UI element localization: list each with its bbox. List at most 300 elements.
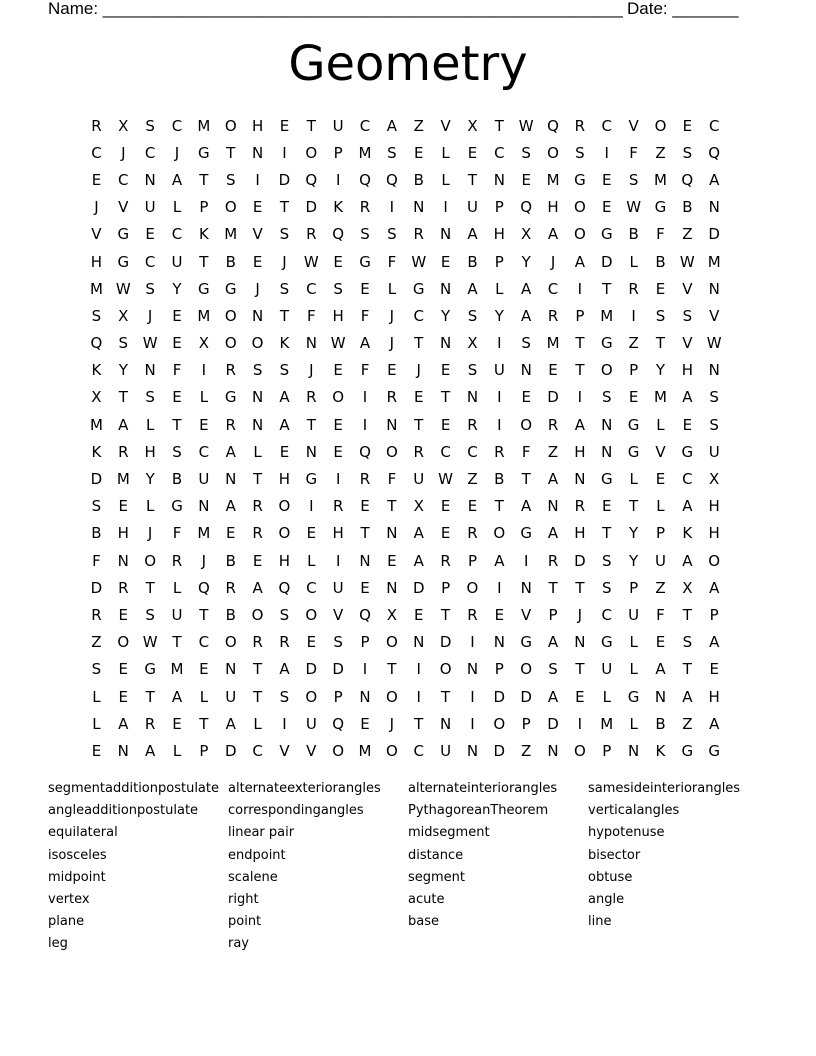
grid-cell[interactable]: G bbox=[708, 741, 720, 760]
grid-cell[interactable]: C bbox=[91, 143, 102, 162]
grid-cell[interactable]: T bbox=[575, 334, 585, 353]
grid-cell[interactable]: G bbox=[600, 633, 613, 652]
grid-cell[interactable]: O bbox=[547, 143, 559, 162]
grid-cell[interactable]: C bbox=[306, 279, 317, 298]
grid-cell[interactable]: E bbox=[279, 442, 290, 461]
grid-cell[interactable]: T bbox=[414, 415, 424, 434]
grid-cell[interactable]: M bbox=[358, 741, 372, 760]
grid-cell[interactable]: W bbox=[115, 279, 131, 298]
grid-cell[interactable]: D bbox=[90, 578, 103, 597]
grid-cell[interactable]: D bbox=[708, 225, 720, 244]
grid-cell[interactable]: R bbox=[225, 415, 236, 434]
grid-cell[interactable]: I bbox=[282, 714, 287, 733]
grid-cell[interactable]: C bbox=[413, 741, 424, 760]
grid-cell[interactable]: H bbox=[251, 116, 264, 135]
grid-cell[interactable]: T bbox=[682, 660, 692, 679]
grid-cell[interactable]: A bbox=[118, 714, 129, 733]
grid-cell[interactable]: K bbox=[655, 741, 666, 760]
grid-cell[interactable]: R bbox=[225, 578, 236, 597]
grid-cell[interactable]: P bbox=[629, 361, 639, 380]
grid-cell[interactable]: G bbox=[144, 660, 156, 679]
grid-cell[interactable]: L bbox=[145, 497, 155, 516]
grid-cell[interactable]: S bbox=[279, 605, 290, 624]
grid-cell[interactable]: E bbox=[306, 633, 317, 652]
grid-cell[interactable]: U bbox=[332, 116, 344, 135]
grid-cell[interactable]: C bbox=[144, 252, 156, 271]
name-field[interactable]: Name: _______________________________________________________ bbox=[48, 0, 623, 18]
grid-cell[interactable]: Q bbox=[332, 225, 345, 244]
grid-cell[interactable]: G bbox=[412, 279, 425, 298]
grid-cell[interactable]: V bbox=[252, 225, 263, 244]
grid-cell[interactable]: T bbox=[253, 687, 263, 706]
grid-cell[interactable]: J bbox=[550, 252, 556, 271]
grid-cell[interactable]: S bbox=[601, 578, 612, 597]
grid-cell[interactable]: S bbox=[682, 306, 693, 325]
grid-cell[interactable]: B bbox=[655, 252, 666, 271]
grid-cell[interactable]: T bbox=[199, 170, 209, 189]
grid-cell[interactable]: N bbox=[144, 170, 156, 189]
grid-cell[interactable]: Z bbox=[655, 143, 666, 162]
grid-cell[interactable]: B bbox=[628, 225, 639, 244]
grid-cell[interactable]: N bbox=[439, 714, 452, 733]
grid-cell[interactable]: T bbox=[414, 714, 424, 733]
grid-cell[interactable]: O bbox=[654, 116, 667, 135]
grid-cell[interactable]: I bbox=[497, 334, 502, 353]
grid-cell[interactable]: K bbox=[682, 524, 693, 543]
grid-cell[interactable]: L bbox=[172, 578, 182, 597]
grid-cell[interactable]: S bbox=[387, 225, 397, 244]
grid-cell[interactable]: I bbox=[497, 578, 502, 597]
grid-cell[interactable]: K bbox=[333, 198, 344, 217]
grid-cell[interactable]: X bbox=[467, 116, 478, 135]
grid-cell[interactable]: E bbox=[628, 388, 639, 407]
grid-cell[interactable]: I bbox=[282, 143, 287, 162]
grid-cell[interactable]: A bbox=[225, 497, 236, 516]
grid-cell[interactable]: A bbox=[252, 578, 263, 597]
grid-cell[interactable]: U bbox=[171, 252, 183, 271]
grid-cell[interactable]: E bbox=[172, 306, 182, 325]
grid-cell[interactable]: C bbox=[306, 578, 317, 597]
grid-cell[interactable]: S bbox=[145, 116, 155, 135]
grid-cell[interactable]: M bbox=[89, 415, 103, 434]
grid-cell[interactable]: X bbox=[709, 470, 720, 489]
grid-cell[interactable]: H bbox=[708, 497, 720, 516]
grid-cell[interactable]: G bbox=[198, 279, 210, 298]
grid-cell[interactable]: K bbox=[91, 442, 102, 461]
grid-cell[interactable]: M bbox=[197, 116, 211, 135]
grid-cell[interactable]: Y bbox=[118, 361, 128, 380]
grid-cell[interactable]: L bbox=[253, 442, 262, 461]
grid-cell[interactable]: W bbox=[330, 334, 346, 353]
grid-cell[interactable]: J bbox=[94, 198, 99, 217]
grid-cell[interactable]: V bbox=[682, 334, 693, 353]
grid-cell[interactable]: T bbox=[655, 334, 666, 353]
grid-cell[interactable]: B bbox=[91, 524, 102, 543]
grid-cell[interactable]: I bbox=[416, 687, 421, 706]
grid-cell[interactable]: E bbox=[172, 714, 182, 733]
grid-cell[interactable]: T bbox=[602, 524, 612, 543]
grid-cell[interactable]: W bbox=[142, 633, 158, 652]
grid-cell[interactable]: E bbox=[655, 279, 666, 298]
grid-cell[interactable]: S bbox=[91, 306, 102, 325]
grid-cell[interactable]: H bbox=[332, 306, 344, 325]
grid-cell[interactable]: S bbox=[575, 143, 585, 162]
grid-cell[interactable]: S bbox=[548, 660, 558, 679]
grid-cell[interactable]: M bbox=[654, 170, 667, 189]
grid-cell[interactable]: A bbox=[279, 660, 290, 679]
grid-cell[interactable]: I bbox=[362, 415, 368, 434]
grid-cell[interactable]: O bbox=[305, 143, 318, 162]
grid-cell[interactable]: G bbox=[627, 415, 640, 434]
grid-cell[interactable]: Q bbox=[681, 170, 694, 189]
grid-cell[interactable]: S bbox=[279, 687, 290, 706]
grid-cell[interactable]: D bbox=[412, 578, 425, 597]
grid-cell[interactable]: B bbox=[171, 470, 183, 489]
grid-cell[interactable]: N bbox=[225, 470, 237, 489]
grid-cell[interactable]: F bbox=[629, 143, 638, 162]
grid-cell[interactable]: E bbox=[414, 605, 424, 624]
grid-cell[interactable]: N bbox=[466, 741, 479, 760]
grid-cell[interactable]: P bbox=[494, 198, 504, 217]
grid-cell[interactable]: A bbox=[709, 578, 720, 597]
grid-cell[interactable]: A bbox=[521, 306, 532, 325]
grid-cell[interactable]: N bbox=[439, 279, 452, 298]
grid-cell[interactable]: C bbox=[144, 143, 156, 162]
grid-cell[interactable]: S bbox=[91, 497, 102, 516]
grid-cell[interactable]: P bbox=[602, 741, 612, 760]
grid-cell[interactable]: N bbox=[601, 415, 613, 434]
grid-cell[interactable]: W bbox=[438, 470, 454, 489]
grid-cell[interactable]: L bbox=[441, 143, 450, 162]
grid-cell[interactable]: N bbox=[386, 524, 398, 543]
grid-cell[interactable]: G bbox=[520, 633, 532, 652]
grid-cell[interactable]: B bbox=[655, 714, 666, 733]
grid-cell[interactable]: C bbox=[359, 116, 371, 135]
grid-cell[interactable]: A bbox=[225, 442, 236, 461]
grid-cell[interactable]: C bbox=[198, 442, 210, 461]
grid-cell[interactable]: L bbox=[656, 497, 665, 516]
grid-cell[interactable]: T bbox=[279, 306, 290, 325]
grid-cell[interactable]: J bbox=[416, 361, 421, 380]
grid-cell[interactable]: O bbox=[708, 551, 721, 570]
grid-cell[interactable]: E bbox=[118, 605, 129, 624]
grid-cell[interactable]: G bbox=[627, 442, 640, 461]
grid-cell[interactable]: I bbox=[443, 198, 448, 217]
grid-cell[interactable]: B bbox=[225, 551, 236, 570]
grid-cell[interactable]: V bbox=[279, 741, 290, 760]
grid-cell[interactable]: A bbox=[494, 551, 505, 570]
grid-cell[interactable]: E bbox=[467, 497, 478, 516]
grid-cell[interactable]: A bbox=[467, 225, 478, 244]
grid-cell[interactable]: V bbox=[91, 225, 102, 244]
grid-cell[interactable]: S bbox=[145, 605, 155, 624]
grid-cell[interactable]: E bbox=[414, 388, 424, 407]
grid-cell[interactable]: E bbox=[521, 170, 531, 189]
grid-cell[interactable]: U bbox=[305, 714, 317, 733]
grid-cell[interactable]: K bbox=[198, 225, 209, 244]
grid-cell[interactable]: D bbox=[305, 660, 318, 679]
grid-cell[interactable]: P bbox=[575, 306, 585, 325]
grid-cell[interactable]: H bbox=[574, 442, 586, 461]
grid-cell[interactable]: B bbox=[225, 252, 236, 271]
grid-cell[interactable]: S bbox=[91, 660, 102, 679]
grid-cell[interactable]: G bbox=[600, 470, 613, 489]
grid-cell[interactable]: I bbox=[470, 633, 475, 652]
grid-cell[interactable]: T bbox=[306, 415, 316, 434]
grid-cell[interactable]: D bbox=[547, 714, 559, 733]
grid-cell[interactable]: V bbox=[333, 605, 344, 624]
grid-cell[interactable]: N bbox=[628, 741, 640, 760]
grid-cell[interactable]: T bbox=[199, 252, 209, 271]
grid-cell[interactable]: O bbox=[385, 741, 398, 760]
grid-cell[interactable]: C bbox=[708, 116, 720, 135]
grid-cell[interactable]: D bbox=[520, 687, 532, 706]
grid-cell[interactable]: O bbox=[224, 198, 237, 217]
grid-cell[interactable]: Y bbox=[629, 551, 639, 570]
grid-cell[interactable]: T bbox=[118, 388, 128, 407]
grid-cell[interactable]: S bbox=[682, 143, 693, 162]
grid-cell[interactable]: F bbox=[387, 470, 397, 489]
grid-cell[interactable]: G bbox=[224, 279, 237, 298]
grid-cell[interactable]: S bbox=[118, 334, 129, 353]
grid-cell[interactable]: L bbox=[172, 198, 182, 217]
grid-cell[interactable]: T bbox=[441, 388, 451, 407]
grid-cell[interactable]: R bbox=[144, 714, 156, 733]
grid-cell[interactable]: M bbox=[116, 470, 130, 489]
grid-cell[interactable]: A bbox=[171, 687, 183, 706]
grid-cell[interactable]: R bbox=[574, 116, 586, 135]
grid-cell[interactable]: E bbox=[252, 198, 263, 217]
grid-cell[interactable]: R bbox=[547, 306, 559, 325]
grid-cell[interactable]: U bbox=[493, 361, 505, 380]
grid-cell[interactable]: D bbox=[493, 741, 506, 760]
grid-cell[interactable]: M bbox=[600, 306, 614, 325]
grid-cell[interactable]: V bbox=[682, 279, 693, 298]
grid-cell[interactable]: L bbox=[172, 741, 182, 760]
grid-cell[interactable]: D bbox=[278, 170, 291, 189]
grid-cell[interactable]: Y bbox=[172, 279, 182, 298]
grid-cell[interactable]: T bbox=[682, 605, 692, 624]
grid-cell[interactable]: R bbox=[547, 415, 559, 434]
grid-cell[interactable]: N bbox=[251, 415, 264, 434]
grid-cell[interactable]: E bbox=[91, 741, 102, 760]
grid-cell[interactable]: N bbox=[413, 198, 425, 217]
grid-cell[interactable]: V bbox=[655, 442, 666, 461]
grid-cell[interactable]: X bbox=[413, 497, 424, 516]
grid-cell[interactable]: S bbox=[225, 170, 236, 189]
grid-cell[interactable]: G bbox=[117, 252, 130, 271]
grid-cell[interactable]: N bbox=[466, 388, 479, 407]
grid-cell[interactable]: I bbox=[255, 170, 260, 189]
grid-cell[interactable]: O bbox=[224, 116, 237, 135]
grid-cell[interactable]: W bbox=[518, 116, 534, 135]
grid-cell[interactable]: C bbox=[198, 633, 210, 652]
grid-cell[interactable]: E bbox=[440, 524, 451, 543]
grid-cell[interactable]: N bbox=[520, 578, 532, 597]
grid-cell[interactable]: P bbox=[548, 605, 558, 624]
grid-cell[interactable]: T bbox=[467, 170, 478, 189]
grid-cell[interactable]: J bbox=[282, 252, 287, 271]
grid-cell[interactable]: U bbox=[332, 578, 344, 597]
grid-cell[interactable]: E bbox=[360, 714, 370, 733]
grid-cell[interactable]: T bbox=[199, 605, 209, 624]
grid-cell[interactable]: L bbox=[629, 470, 638, 489]
grid-cell[interactable]: E bbox=[387, 361, 397, 380]
grid-cell[interactable]: E bbox=[709, 660, 719, 679]
grid-cell[interactable]: U bbox=[198, 470, 210, 489]
grid-cell[interactable]: A bbox=[118, 415, 129, 434]
grid-cell[interactable]: H bbox=[117, 524, 129, 543]
grid-cell[interactable]: R bbox=[413, 442, 424, 461]
grid-cell[interactable]: I bbox=[335, 170, 341, 189]
grid-cell[interactable]: A bbox=[145, 741, 156, 760]
grid-cell[interactable]: R bbox=[359, 470, 371, 489]
grid-cell[interactable]: U bbox=[708, 442, 720, 461]
grid-cell[interactable]: S bbox=[387, 143, 397, 162]
grid-cell[interactable]: B bbox=[413, 170, 424, 189]
grid-cell[interactable]: G bbox=[600, 225, 613, 244]
grid-cell[interactable]: O bbox=[117, 633, 130, 652]
grid-cell[interactable]: S bbox=[467, 361, 478, 380]
grid-cell[interactable]: O bbox=[224, 306, 237, 325]
grid-cell[interactable]: E bbox=[252, 252, 263, 271]
grid-cell[interactable]: G bbox=[359, 252, 371, 271]
grid-cell[interactable]: Y bbox=[494, 306, 504, 325]
grid-cell[interactable]: N bbox=[359, 687, 371, 706]
grid-cell[interactable]: Z bbox=[467, 470, 478, 489]
grid-cell[interactable]: S bbox=[709, 388, 719, 407]
grid-cell[interactable]: E bbox=[360, 279, 370, 298]
grid-cell[interactable]: P bbox=[494, 660, 504, 679]
grid-cell[interactable]: V bbox=[628, 116, 639, 135]
grid-cell[interactable]: H bbox=[708, 524, 720, 543]
grid-cell[interactable]: S bbox=[333, 633, 343, 652]
grid-cell[interactable]: L bbox=[656, 415, 665, 434]
grid-cell[interactable]: N bbox=[251, 306, 264, 325]
grid-cell[interactable]: T bbox=[575, 578, 585, 597]
grid-cell[interactable]: X bbox=[467, 334, 478, 353]
grid-cell[interactable]: A bbox=[359, 334, 371, 353]
grid-cell[interactable]: N bbox=[708, 198, 720, 217]
grid-cell[interactable]: J bbox=[389, 306, 395, 325]
grid-cell[interactable]: E bbox=[333, 442, 343, 461]
grid-cell[interactable]: C bbox=[494, 143, 505, 162]
grid-cell[interactable]: R bbox=[118, 578, 129, 597]
grid-cell[interactable]: Z bbox=[682, 225, 693, 244]
grid-cell[interactable]: G bbox=[600, 334, 613, 353]
grid-cell[interactable]: C bbox=[252, 741, 263, 760]
grid-cell[interactable]: I bbox=[577, 388, 583, 407]
grid-cell[interactable]: E bbox=[360, 497, 370, 516]
grid-cell[interactable]: H bbox=[90, 252, 103, 271]
grid-cell[interactable]: B bbox=[682, 198, 693, 217]
grid-cell[interactable]: M bbox=[89, 279, 103, 298]
grid-cell[interactable]: L bbox=[199, 388, 209, 407]
grid-cell[interactable]: O bbox=[439, 660, 452, 679]
grid-cell[interactable]: R bbox=[252, 633, 263, 652]
grid-cell[interactable]: E bbox=[333, 252, 343, 271]
grid-cell[interactable]: R bbox=[467, 524, 478, 543]
grid-cell[interactable]: R bbox=[547, 551, 559, 570]
grid-cell[interactable]: J bbox=[147, 524, 153, 543]
grid-cell[interactable]: R bbox=[91, 605, 102, 624]
grid-cell[interactable]: N bbox=[305, 334, 317, 353]
grid-cell[interactable]: N bbox=[708, 361, 720, 380]
letter-grid[interactable] bbox=[83, 112, 733, 765]
grid-cell[interactable]: O bbox=[224, 633, 237, 652]
grid-cell[interactable]: N bbox=[251, 143, 264, 162]
grid-cell[interactable]: I bbox=[523, 551, 529, 570]
grid-cell[interactable]: E bbox=[602, 497, 612, 516]
grid-cell[interactable]: C bbox=[171, 225, 183, 244]
grid-cell[interactable]: D bbox=[600, 252, 613, 271]
grid-cell[interactable]: W bbox=[626, 198, 642, 217]
grid-cell[interactable]: A bbox=[547, 225, 559, 244]
grid-cell[interactable]: T bbox=[441, 687, 451, 706]
grid-cell[interactable]: O bbox=[520, 415, 533, 434]
grid-cell[interactable]: T bbox=[575, 361, 585, 380]
grid-cell[interactable]: S bbox=[279, 361, 290, 380]
grid-cell[interactable]: T bbox=[548, 578, 558, 597]
grid-cell[interactable]: G bbox=[520, 524, 532, 543]
grid-cell[interactable]: I bbox=[631, 306, 636, 325]
grid-cell[interactable]: N bbox=[547, 497, 559, 516]
grid-cell[interactable]: Q bbox=[332, 714, 345, 733]
grid-cell[interactable]: E bbox=[252, 551, 263, 570]
grid-cell[interactable]: E bbox=[333, 415, 343, 434]
grid-cell[interactable]: X bbox=[682, 578, 693, 597]
grid-cell[interactable]: L bbox=[441, 170, 450, 189]
grid-cell[interactable]: U bbox=[601, 660, 613, 679]
grid-cell[interactable]: V bbox=[440, 116, 451, 135]
grid-cell[interactable]: A bbox=[682, 551, 693, 570]
grid-cell[interactable]: A bbox=[682, 687, 693, 706]
grid-cell[interactable]: S bbox=[172, 442, 182, 461]
grid-cell[interactable]: F bbox=[360, 306, 370, 325]
grid-cell[interactable]: O bbox=[466, 578, 479, 597]
grid-cell[interactable]: N bbox=[359, 551, 371, 570]
grid-cell[interactable]: A bbox=[709, 633, 720, 652]
grid-cell[interactable]: U bbox=[413, 470, 425, 489]
grid-cell[interactable]: O bbox=[251, 605, 264, 624]
grid-cell[interactable]: O bbox=[278, 497, 291, 516]
grid-cell[interactable]: S bbox=[279, 279, 290, 298]
grid-cell[interactable]: P bbox=[521, 714, 531, 733]
grid-cell[interactable]: R bbox=[467, 415, 478, 434]
grid-cell[interactable]: T bbox=[387, 497, 397, 516]
grid-cell[interactable]: R bbox=[494, 442, 505, 461]
grid-cell[interactable]: J bbox=[389, 714, 395, 733]
grid-cell[interactable]: H bbox=[574, 524, 586, 543]
grid-cell[interactable]: X bbox=[386, 605, 398, 624]
grid-cell[interactable]: S bbox=[145, 279, 155, 298]
grid-cell[interactable]: M bbox=[197, 524, 211, 543]
grid-cell[interactable]: O bbox=[144, 551, 157, 570]
grid-cell[interactable]: O bbox=[305, 687, 318, 706]
grid-cell[interactable]: U bbox=[466, 198, 478, 217]
grid-cell[interactable]: C bbox=[467, 442, 478, 461]
grid-cell[interactable]: C bbox=[440, 442, 451, 461]
grid-cell[interactable]: T bbox=[414, 334, 424, 353]
grid-cell[interactable]: N bbox=[466, 660, 479, 679]
grid-cell[interactable]: E bbox=[199, 415, 209, 434]
grid-cell[interactable]: I bbox=[335, 470, 341, 489]
grid-cell[interactable]: H bbox=[493, 225, 505, 244]
grid-cell[interactable]: X bbox=[118, 116, 129, 135]
grid-cell[interactable]: T bbox=[253, 470, 263, 489]
grid-cell[interactable]: T bbox=[629, 497, 639, 516]
grid-cell[interactable]: V bbox=[521, 605, 532, 624]
